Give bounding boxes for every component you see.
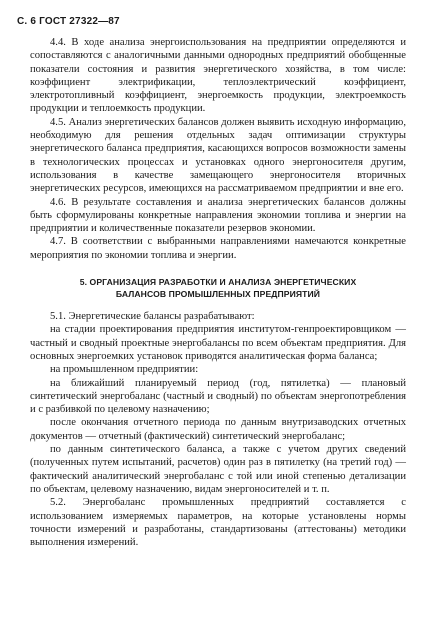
paragraph-4-5: 4.5. Анализ энергетических балансов должен выявить исходную информацию, необходимую для решения отдельных задач оптимизации структуры энергетического баланса предприятия, касающихся вопросов возможности замены в технологических процессах и установках одного энергоносителя другим, использования в качестве замещающего энергоносителя вторичных энергетических ресурсов, имеющихся на рассматриваемом предприятии и вне его. (30, 116, 406, 195)
paragraph-at-enterprise: на промышленном предприятии: (50, 364, 199, 376)
paragraph-4-7: 4.7. В соответствии с выбранными направлениями намечаются конкретные мероприятия по экономии топлива и энергии. (30, 236, 406, 261)
paragraph-5-2: 5.2. Энергобаланс промышленных предприятий составляется с использованием измеряемых параметров, на которые установлены нормы точности измерений и разработаны, стандартизованы (аттестованы) методики выполнения измерений. (30, 497, 406, 549)
paragraph-5-1: 5.1. Энергетические балансы разрабатывают: (50, 311, 255, 323)
section-title-line-2: БАЛАНСОВ ПРОМЫШЛЕННЫХ ПРЕДПРИЯТИЙ (115, 289, 321, 300)
paragraph-synthetic-balance: по данным синтетического баланса, а также с учетом других сведений (полученных путем испытаний, расчетов) один раз в пятилетку (на третий год) — фактический аналитический энергобаланс с той или иной степенью детализации по объектам, целевому назначению, видам энергоносителей и т. п. (30, 444, 406, 495)
paragraph-planned-period: на ближайший планируемый период (год, пятилетка) — плановый синтетический энергобаланс (частный и сводный) по объектам энергопотребления и с разбивкой по целевому назначению; (30, 377, 406, 416)
paragraph-4-6: 4.6. В результате составления и анализа энергетических балансов должны быть сформулированы конкретные направления экономии топлива и энергии на предприятии и количественные показатели резервов экономии. (30, 196, 406, 235)
paragraph-4-4: 4.4. В ходе анализа энергоиспользования на предприятии определяются и сопоставляются с аналогичными данными однородных предприятий обобщенные показатели состояния и развития энергетического хозяйства, в том числе: коэффициент электрификации, теплоэлектрический коэффициент, электротопливный коэффициент, энергоемкость продукции, электроемкость продукции и теплоемкость продукции. (30, 37, 406, 115)
paragraph-design-stage: на стадии проектирования предприятия институтом-генпроектировщиком — частный и сводный проектные энергобалансы по всем объектам предприятия. Для основных энергоемких установок приводятся аналитическая форма баланса; (30, 324, 406, 362)
section-title (30, 276, 406, 300)
section-title-line-1: 5. ОРГАНИЗАЦИЯ РАЗРАБОТКИ И АНАЛИЗА ЭНЕРГЕТИЧЕСКИХ (79, 277, 357, 288)
page-header: С. 6 ГОСТ 27322—87 (17, 16, 120, 27)
paragraph-reporting-period: после окончания отчетного периода по данным внутризаводских отчетных документов — отчетный (фактический) синтетический энергобаланс; (30, 417, 406, 442)
